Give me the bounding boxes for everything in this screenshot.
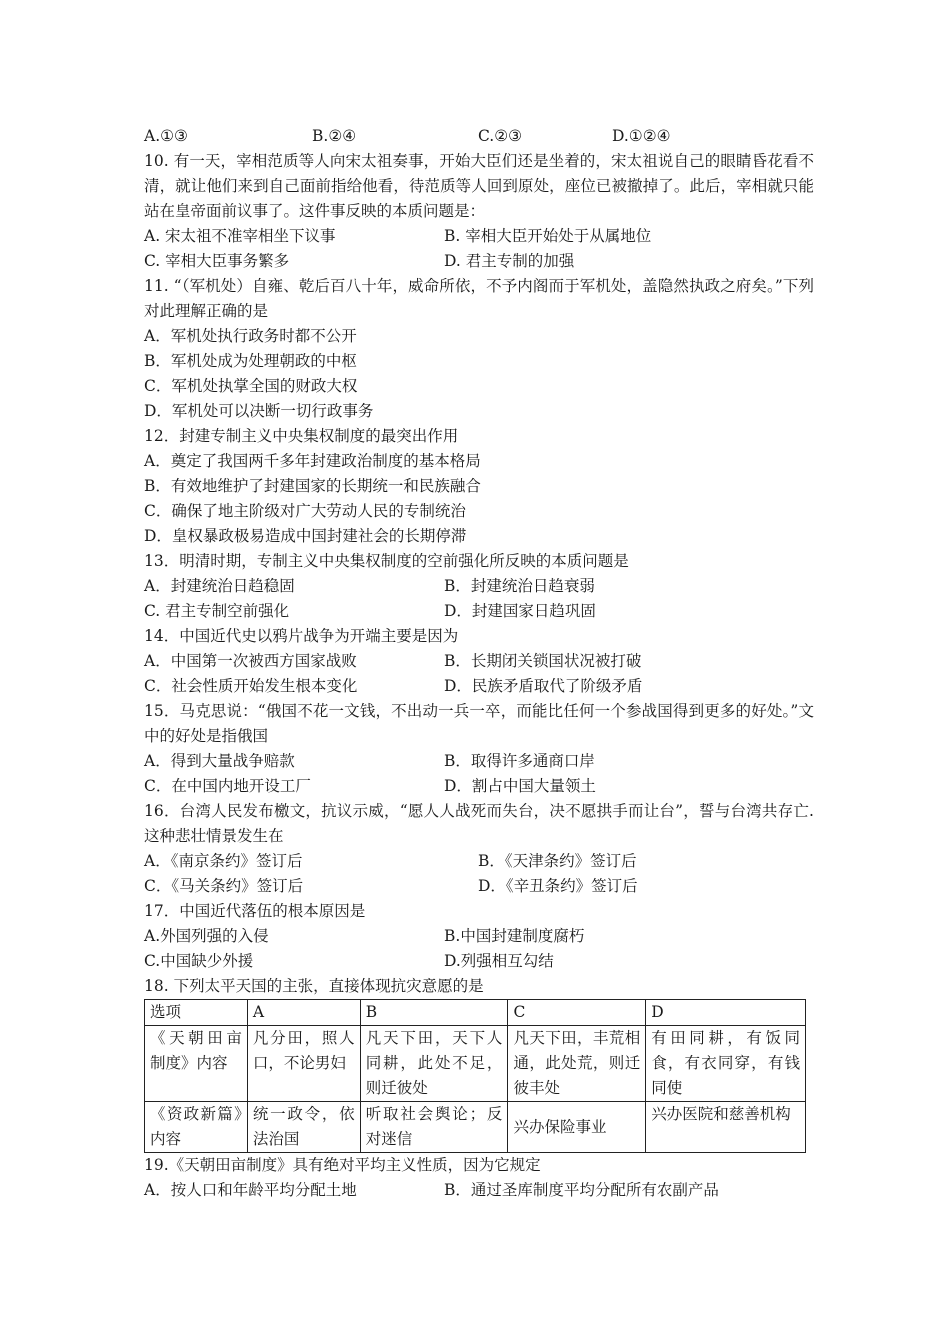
table-header-cell: A — [247, 1000, 360, 1026]
option-d: D．割占中国大量领土 — [444, 777, 596, 795]
option-b: B．封建统治日趋衰弱 — [444, 577, 595, 595]
q16-options-row2 — [144, 874, 814, 899]
table-cell: 有田同耕，有饭同食，有衣同穿，有钱同使 — [646, 1026, 806, 1102]
q17-stem: 17．中国近代落伍的根本原因是 — [144, 902, 366, 920]
option-d: D. 君主专制的加强 — [444, 252, 575, 270]
q11-stem: 11. “（军机处）自雍、乾后百八十年，威命所依，不予内阁而于军机处，盖隐然执政之府矣。”下列对此理解正确的是 — [144, 277, 814, 320]
option-a: A．奠定了我国两千多年封建政治制度的基本格局 — [144, 452, 481, 470]
table-header-cell: D — [646, 1000, 806, 1026]
option-d: D．民族矛盾取代了阶级矛盾 — [444, 677, 643, 695]
option-c: C. 宰相大臣事务繁多 — [144, 252, 290, 270]
table-row — [145, 1026, 806, 1102]
option-c: C．社会性质开始发生根本变化 — [144, 677, 358, 695]
q18-stem: 18. 下列太平天国的主张，直接体现抗灾意愿的是 — [144, 977, 484, 995]
q19-options-row1 — [144, 1178, 814, 1203]
option-b: B．《天津条约》签订后 — [478, 852, 637, 870]
option-a: A．按人口和年龄平均分配土地 — [144, 1181, 357, 1199]
table-header-cell: B — [360, 1000, 508, 1026]
option-a: A．《南京条约》签订后 — [144, 852, 303, 870]
q10-stem: 10. 有一天，宰相范质等人向宋太祖奏事，开始大臣们还是坐着的，宋太祖说自己的眼睛昏花看不清，就让他们来到自己面前指给他看，待范质等人回到原处，座位已被撤掉了。此后，宰相就只能站在皇帝面前议事了。这件事反映的本质问题是： — [144, 152, 814, 220]
table-cell: 凡天下田，天下人同耕，此处不足，则迁彼处 — [360, 1026, 508, 1102]
q16-options-row1 — [144, 849, 814, 874]
table-row — [145, 1102, 806, 1153]
option-d: D.列强相互勾结 — [444, 952, 554, 970]
table-cell: 统一政令，依法治国 — [247, 1102, 360, 1153]
table-cell: 凡分田，照人口，不论男妇 — [247, 1026, 360, 1102]
table-cell: 兴办保险事业 — [508, 1102, 646, 1153]
option-a: A. 宋太祖不准宰相坐下议事 — [144, 227, 336, 245]
option-d: D．皇权暴政极易造成中国封建社会的长期停滞 — [144, 527, 467, 545]
option-c: C．《马关条约》签订后 — [144, 877, 304, 895]
option-c: C．确保了地主阶级对广大劳动人民的专制统治 — [144, 502, 466, 520]
q19-stem: 19.《天朝田亩制度》具有绝对平均主义性质，因为它规定 — [144, 1156, 541, 1174]
q14-stem: 14．中国近代史以鸦片战争为开端主要是因为 — [144, 627, 459, 645]
q16-stem: 16．台湾人民发布檄文，抗议示威，“愿人人战死而失台，决不愿拱手而让台”，誓与台湾共存亡.这种悲壮情景发生在 — [144, 802, 814, 845]
option-b: B.②④ — [312, 127, 357, 145]
table-cell: 听取社会舆论；反对迷信 — [360, 1102, 508, 1153]
option-a: A．封建统治日趋稳固 — [144, 577, 295, 595]
q13-stem: 13．明清时期，专制主义中央集权制度的空前强化所反映的本质问题是 — [144, 552, 629, 570]
option-b: B．长期闭关锁国状况被打破 — [444, 652, 642, 670]
exam-page — [144, 124, 814, 1203]
q17-options-row1 — [144, 924, 814, 949]
option-a: A．军机处执行政务时都不公开 — [144, 327, 357, 345]
q18-table — [144, 999, 806, 1153]
option-a: A.①③ — [144, 127, 188, 145]
option-c: C.②③ — [478, 127, 523, 145]
option-d: D．封建国家日趋巩固 — [444, 602, 596, 620]
option-c: C．军机处执掌全国的财政大权 — [144, 377, 358, 395]
table-header-row — [145, 1000, 806, 1026]
table-cell: 凡天下田，丰荒相通，此处荒，则迁彼丰处 — [508, 1026, 646, 1102]
table-header-cell: 选项 — [145, 1000, 248, 1026]
table-cell: 《天朝田亩制度》内容 — [145, 1026, 248, 1102]
option-a: A.外国列强的入侵 — [144, 927, 269, 945]
option-b: B．有效地维护了封建国家的长期统一和民族融合 — [144, 477, 481, 495]
table-header-cell: C — [508, 1000, 646, 1026]
option-d: D．军机处可以决断一切行政事务 — [144, 402, 374, 420]
option-b: B．通过圣库制度平均分配所有农副产品 — [444, 1181, 719, 1199]
option-c: C.中国缺少外援 — [144, 952, 254, 970]
q10-options-row1 — [144, 224, 814, 249]
option-d: D．《辛丑条约》签订后 — [478, 877, 638, 895]
table-cell: 兴办医院和慈善机构 — [646, 1102, 806, 1153]
q14-options-row1 — [144, 649, 814, 674]
option-b: B．取得许多通商口岸 — [444, 752, 595, 770]
table-cell: 《资政新篇》内容 — [145, 1102, 248, 1153]
q12-stem: 12．封建专制主义中央集权制度的最突出作用 — [144, 427, 459, 445]
option-c: C．在中国内地开设工厂 — [144, 777, 311, 795]
q15-options-row2 — [144, 774, 814, 799]
option-b: B. 宰相大臣开始处于从属地位 — [444, 227, 652, 245]
option-c: C. 君主专制空前强化 — [144, 602, 290, 620]
option-a: A．得到大量战争赔款 — [144, 752, 295, 770]
option-b: B.中国封建制度腐朽 — [444, 927, 585, 945]
option-d: D.①②④ — [612, 127, 671, 145]
option-a: A．中国第一次被西方国家战败 — [144, 652, 357, 670]
q13-options-row1 — [144, 574, 814, 599]
option-b: B．军机处成为处理朝政的中枢 — [144, 352, 357, 370]
q15-stem: 15．马克思说：“俄国不花一文钱，不出动一兵一卒，而能比任何一个参战国得到更多的好处。”文中的好处是指俄国 — [144, 702, 814, 745]
q15-options-row1 — [144, 749, 814, 774]
q17-options-row2 — [144, 949, 814, 974]
q14-options-row2 — [144, 674, 814, 699]
q9-options — [144, 124, 814, 149]
q13-options-row2 — [144, 599, 814, 624]
q10-options-row2 — [144, 249, 814, 274]
